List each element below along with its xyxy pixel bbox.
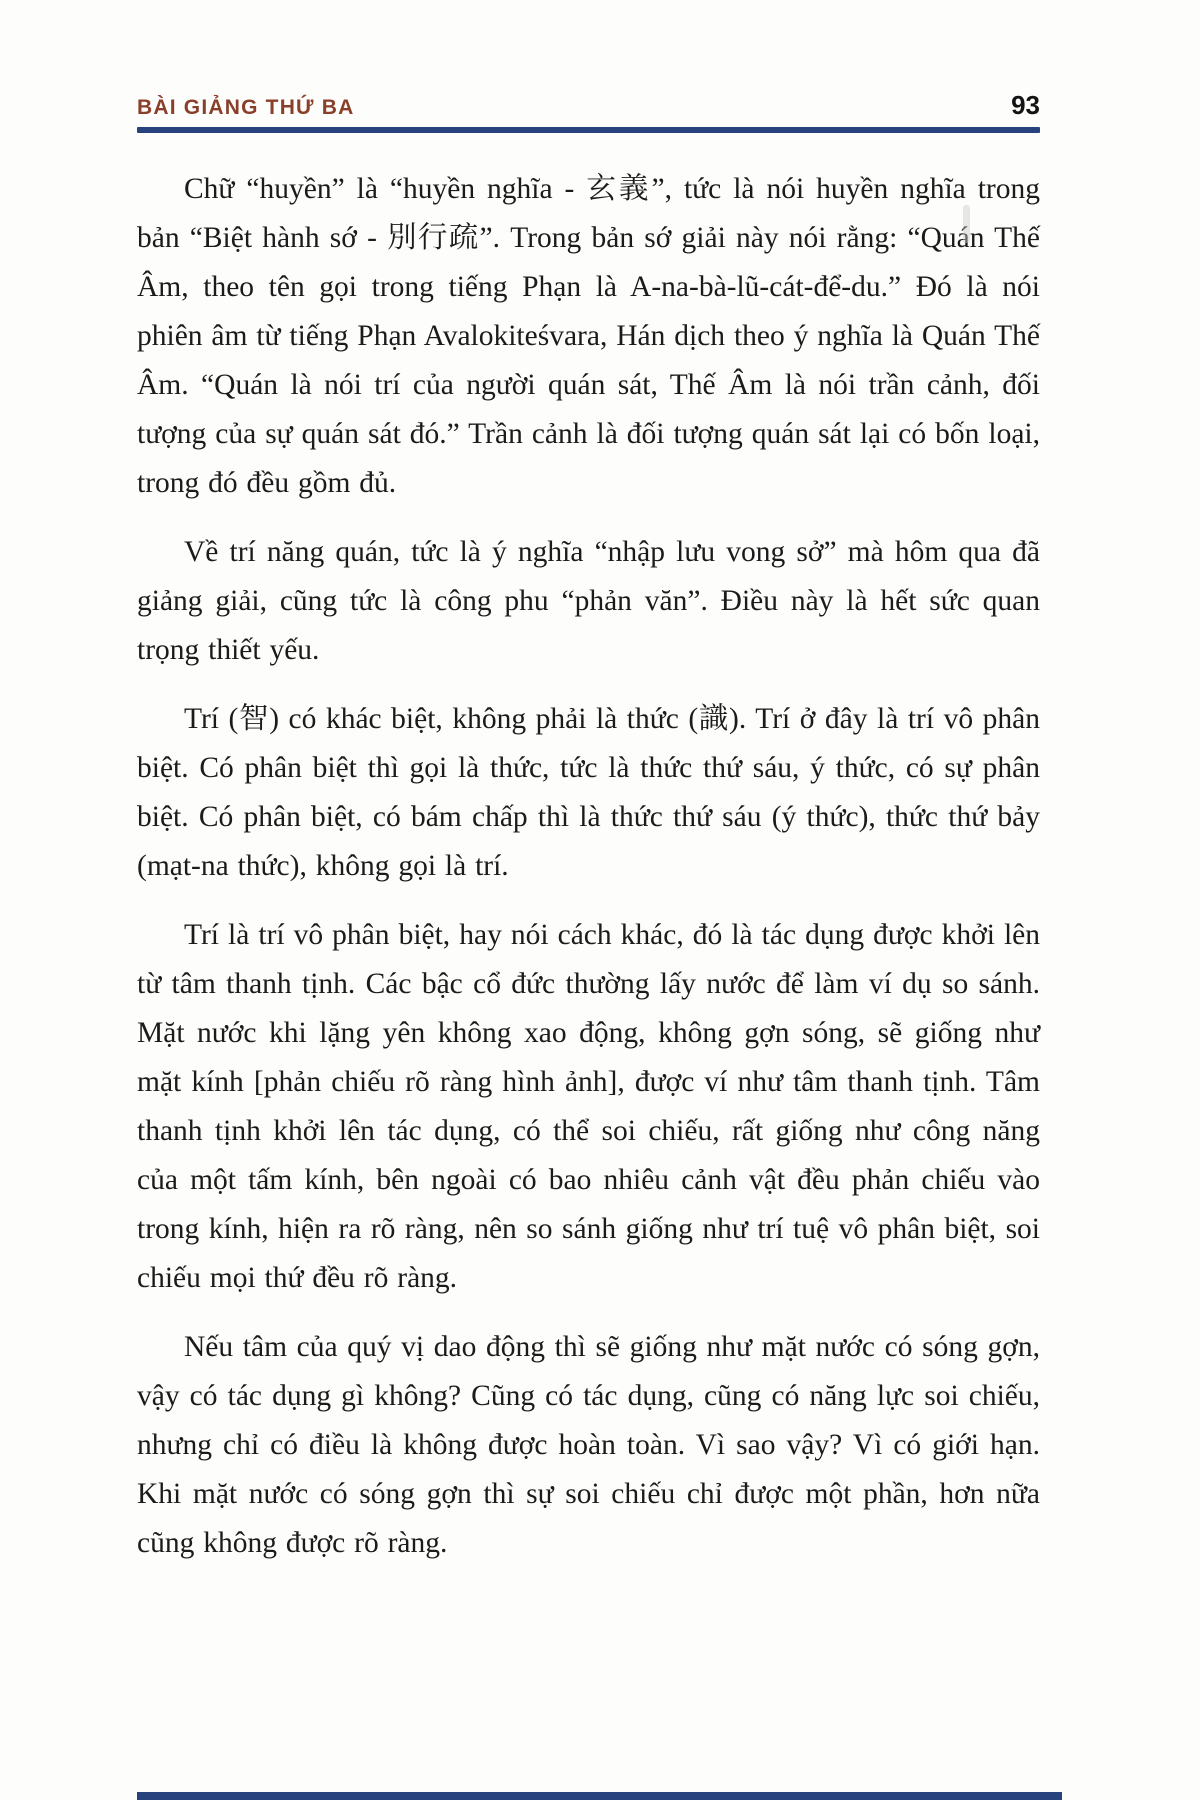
body-paragraph: Về trí năng quán, tức là ý nghĩa “nhập lưu vong sở” mà hôm qua đã giảng giải, cũng tức là công phu “phản văn”. Điều này là hết sức quan trọng thiết yếu. — [137, 536, 1040, 666]
scan-artifact — [963, 205, 970, 243]
running-header — [137, 84, 1040, 118]
body-paragraph: Trí là trí vô phân biệt, hay nói cách khác, đó là tác dụng được khởi lên từ tâm thanh tịnh. Các bậc cổ đức thường lấy nước để làm ví dụ so sánh. Mặt nước khi lặng yên không xao động, không gợn sóng, sẽ giống như mặt kính [phản chiếu rõ ràng hình ảnh], được ví như tâm thanh tịnh. Tâm thanh tịnh khởi lên tác dụng, có thể soi chiếu, rất giống như công năng của một tấm kính, bên ngoài có bao nhiêu cảnh vật đều phản chiếu vào trong kính, hiện ra rõ ràng, nên so sánh giống như trí tuệ vô phân biệt, soi chiếu mọi thứ đều rõ ràng. — [137, 919, 1040, 1294]
body-paragraph: Nếu tâm của quý vị dao động thì sẽ giống như mặt nước có sóng gợn, vậy có tác dụng gì không? Cũng có tác dụng, cũng có năng lực soi chiếu, nhưng chỉ có điều là không được hoàn toàn. Vì sao vậy? Vì có giới hạn. Khi mặt nước có sóng gợn thì sự soi chiếu chỉ được một phần, hơn nữa cũng không được rõ ràng. — [137, 1331, 1040, 1559]
body-text — [137, 165, 1040, 1568]
header-rule — [137, 127, 1040, 133]
footer-rule — [137, 1792, 1062, 1800]
body-paragraph: Trí (智) có khác biệt, không phải là thức (識). Trí ở đây là trí vô phân biệt. Có phân biệt thì gọi là thức, tức là thức thứ sáu, ý thức, có sự phân biệt. Có phân biệt, có bám chấp thì là thức thứ sáu (ý thức), thức thứ bảy (mạt-na thức), không gọi là trí. — [137, 703, 1040, 882]
page-number: 93 — [1011, 90, 1040, 120]
body-paragraph: Chữ “huyền” là “huyền nghĩa - 玄義”, tức là nói huyền nghĩa trong bản “Biệt hành sớ - 別行疏”. Trong bản sớ giải này nói rằng: “Quán Thế Âm, theo tên gọi trong tiếng Phạn là A-na-bà-lũ-cát-để-du.” Đó là nói phiên âm từ tiếng Phạn Avalokiteśvara, Hán dịch theo ý nghĩa là Quán Thế Âm. “Quán là nói trí của người quán sát, Thế Âm là nói trần cảnh, đối tượng của sự quán sát đó.” Trần cảnh là đối tượng quán sát lại có bốn loại, trong đó đều gồm đủ. — [137, 173, 1040, 499]
chapter-title: BÀI GIẢNG THỨ BA — [137, 96, 355, 119]
